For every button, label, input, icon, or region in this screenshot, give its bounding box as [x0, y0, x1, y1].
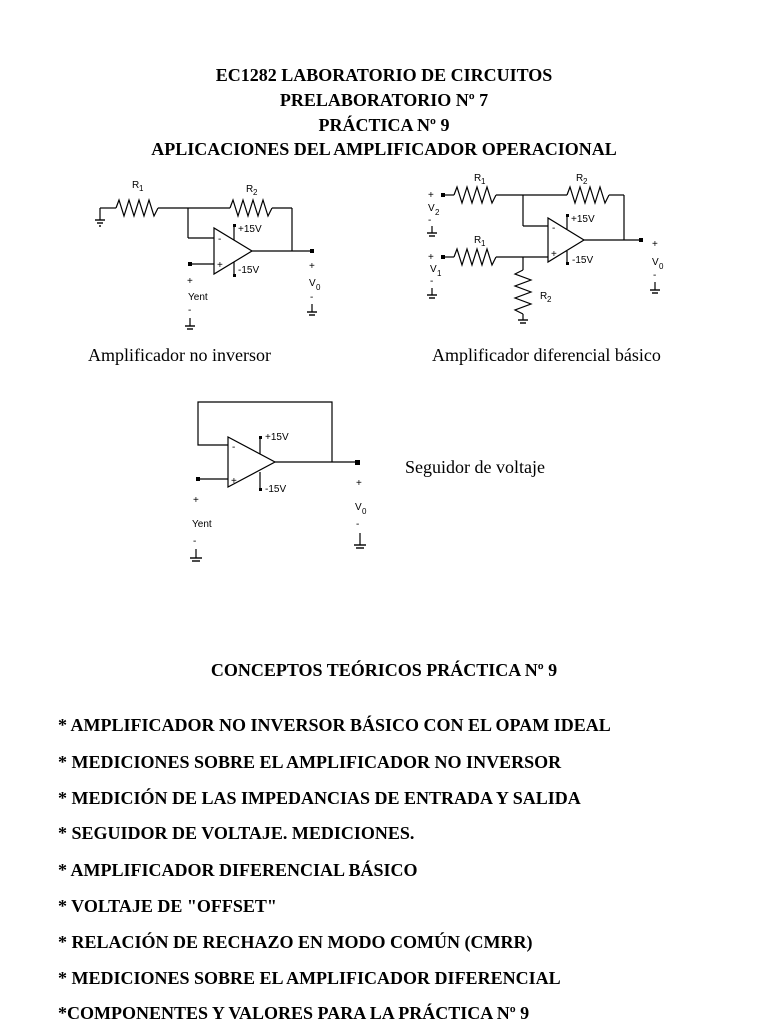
r1-label: R — [132, 180, 140, 191]
svg-text:-15V: -15V — [572, 255, 594, 266]
vpos-label: +15V — [238, 224, 262, 235]
concept-item: * MEDICIONES SOBRE EL AMPLIFICADOR NO INVERSOR — [58, 752, 562, 772]
svg-text:0: 0 — [362, 507, 367, 516]
svg-text:+: + — [217, 260, 223, 271]
vo-label: V — [355, 502, 362, 513]
svg-text:R: R — [540, 291, 548, 302]
vneg-label: -15V — [238, 265, 260, 276]
differential-caption: Amplificador diferencial básico — [432, 345, 661, 365]
svg-text:R: R — [474, 235, 482, 246]
svg-text:-: - — [653, 270, 657, 281]
concept-item: * MEDICIÓN DE LAS IMPEDANCIAS DE ENTRADA Y SALIDA — [58, 788, 581, 808]
svg-text:+: + — [428, 252, 434, 263]
concept-item: * AMPLIFICADOR DIFERENCIAL BÁSICO — [58, 860, 418, 880]
vpos-label: +15V — [265, 432, 289, 443]
svg-text:1: 1 — [437, 269, 442, 278]
svg-text:-: - — [193, 536, 197, 547]
svg-text:-: - — [428, 215, 432, 226]
svg-text:2: 2 — [253, 188, 258, 197]
svg-text:-: - — [310, 292, 314, 303]
svg-text:+: + — [231, 476, 237, 487]
vneg-label: -15V — [265, 484, 287, 495]
non-inverting-caption: Amplificador no inversor — [88, 345, 271, 365]
follower-caption: Seguidor de voltaje — [405, 457, 545, 477]
concept-item: * SEGUIDOR DE VOLTAJE. MEDICIONES. — [58, 823, 415, 843]
svg-text:0: 0 — [316, 283, 321, 292]
practice-number: PRÁCTICA Nº 9 — [318, 115, 450, 135]
v1-label: V — [430, 264, 437, 275]
svg-text:+: + — [187, 276, 193, 287]
concept-item: * AMPLIFICADOR NO INVERSOR BÁSICO CON EL OPAM IDEAL — [58, 715, 611, 735]
svg-text:-: - — [356, 519, 360, 530]
svg-text:0: 0 — [659, 262, 664, 271]
svg-text:+: + — [193, 495, 199, 506]
svg-text:+: + — [652, 239, 658, 250]
r2-label: R — [246, 184, 254, 195]
svg-text:-: - — [232, 442, 236, 453]
svg-text:R: R — [576, 173, 584, 184]
svg-text:-: - — [430, 276, 434, 287]
svg-text:2: 2 — [435, 208, 440, 217]
practice-subject: APLICACIONES DEL AMPLIFICADOR OPERACIONAL — [151, 139, 617, 159]
yent-label: Yent — [192, 519, 212, 530]
yent-label: Yent — [188, 292, 208, 303]
concept-item: * MEDICIONES SOBRE EL AMPLIFICADOR DIFERENCIAL — [58, 968, 561, 988]
svg-text:-: - — [552, 223, 556, 234]
svg-text:-: - — [218, 234, 222, 245]
svg-text:R: R — [474, 173, 482, 184]
svg-text:+: + — [309, 261, 315, 272]
svg-text:-: - — [188, 305, 192, 316]
svg-text:1: 1 — [481, 239, 486, 248]
document-title: EC1282 LABORATORIO DE CIRCUITOS — [215, 65, 553, 85]
vo-label: V — [652, 257, 659, 268]
concepts-title: CONCEPTOS TEÓRICOS PRÁCTICA Nº 9 — [210, 660, 558, 680]
v2-label: V — [428, 203, 435, 214]
vo-label: V — [309, 278, 316, 289]
svg-text:+: + — [428, 190, 434, 201]
svg-text:1: 1 — [481, 177, 486, 186]
prelab-number: PRELABORATORIO Nº 7 — [279, 90, 489, 110]
svg-text:+: + — [356, 478, 362, 489]
concept-item: * VOLTAJE DE "OFFSET" — [58, 896, 277, 916]
svg-text:+15V: +15V — [571, 214, 595, 225]
svg-text:2: 2 — [547, 295, 552, 304]
svg-text:1: 1 — [139, 184, 144, 193]
concept-item: *COMPONENTES Y VALORES PARA LA PRÁCTICA Nº 9 — [58, 1003, 530, 1023]
concept-item: * RELACIÓN DE RECHAZO EN MODO COMÚN (CMRR) — [58, 932, 533, 952]
svg-text:2: 2 — [583, 177, 588, 186]
svg-text:+: + — [551, 249, 557, 260]
